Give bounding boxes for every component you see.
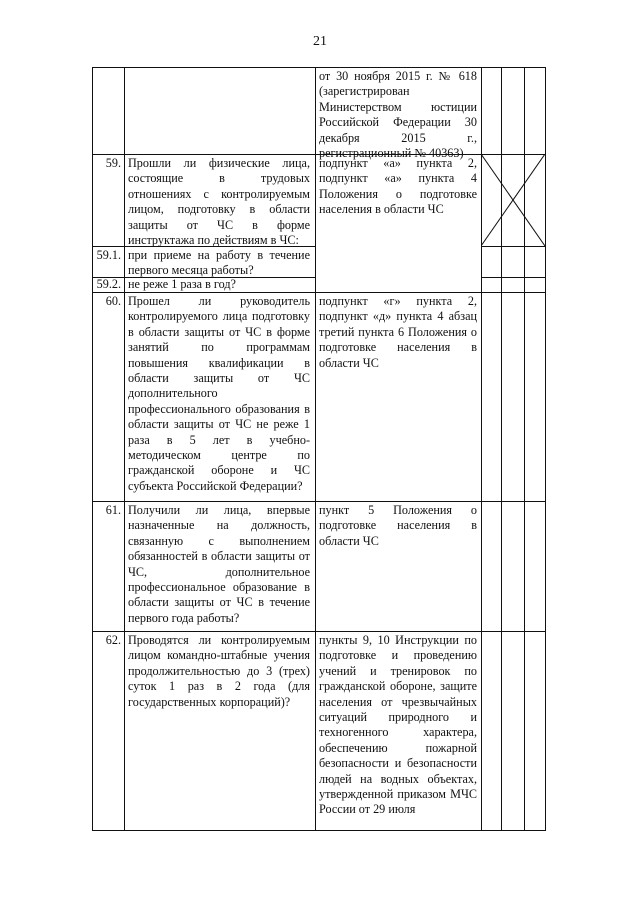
col-divider-question (315, 68, 316, 830)
row-line (93, 501, 545, 502)
row-line (481, 277, 545, 278)
question-text: при приеме на работу в течение первого месяца работы? (128, 248, 310, 278)
reference-text: подпункт «а» пункта 2, подпункт «а» пункта 4 Положения о подготовке населения в области ЧС (319, 156, 477, 217)
reference-text: от 30 ноября 2015 г. № 618 (зарегистрирован Министерством юстиции Российской Федерации 30 декабря 2015 г., регистрационный № 40363) (319, 69, 477, 161)
row-number: 59. (105, 156, 121, 170)
row-line (93, 631, 545, 632)
row-number: 59.1. (96, 248, 121, 262)
question-text: Проводятся ли контролируемым лицом командно-штабные учения продолжительностью до 3 (трех) суток 1 раз в 2 года (для государственных корпораций)? (128, 633, 310, 709)
row-line (481, 246, 545, 247)
question-text: Прошел ли руководитель контролируемого лица подготовку в области защиты от ЧС в форме занятий по программам повышения квалификации в области защиты от ЧС дополнительного профессионального образования в области защиты от ЧС не реже 1 раза в 5 лет в учебно-методическом центре по гражданской обороне и ЧС субъекта Российской Федерации? (128, 294, 310, 493)
row-number: 62. (105, 633, 121, 647)
row-number: 59.2. (96, 277, 121, 291)
reference-text: пункты 9, 10 Инструкции по подготовке и проведению учений и тренировок по гражданской обороне, защите населения от чрезвычайных ситуаций природного и техногенного характера, обеспечению пожарной безопасности и безопасности людей на водных объектах, утвержденной приказом МЧС России от 29 июля (319, 633, 477, 817)
question-text: не реже 1 раза в год? (128, 277, 236, 291)
page-number: 21 (313, 34, 327, 49)
question-text: Прошли ли физические лица, состоящие в трудовых отношениях с контролируемым лицом, подготовку в области защиты от ЧС в форме инструктажа по действиям в ЧС: (128, 156, 310, 248)
reference-text: пункт 5 Положения о подготовке населения в области ЧС (319, 503, 477, 548)
row-number: 60. (105, 294, 121, 308)
col-divider-num (124, 68, 125, 830)
row-number: 61. (105, 503, 121, 517)
question-text: Получили ли лица, впервые назначенные на должность, связанную с выполнением обязанностей в области защиты от ЧС, дополнительное профессиональное образование в области защиты от ЧС в течение первого года работы? (128, 503, 310, 625)
reference-text: подпункт «г» пункта 2, подпункт «д» пункта 4 абзац третий пункта 6 Положения о подготовке населения в области ЧС (319, 294, 477, 370)
checklist-table (92, 67, 546, 831)
